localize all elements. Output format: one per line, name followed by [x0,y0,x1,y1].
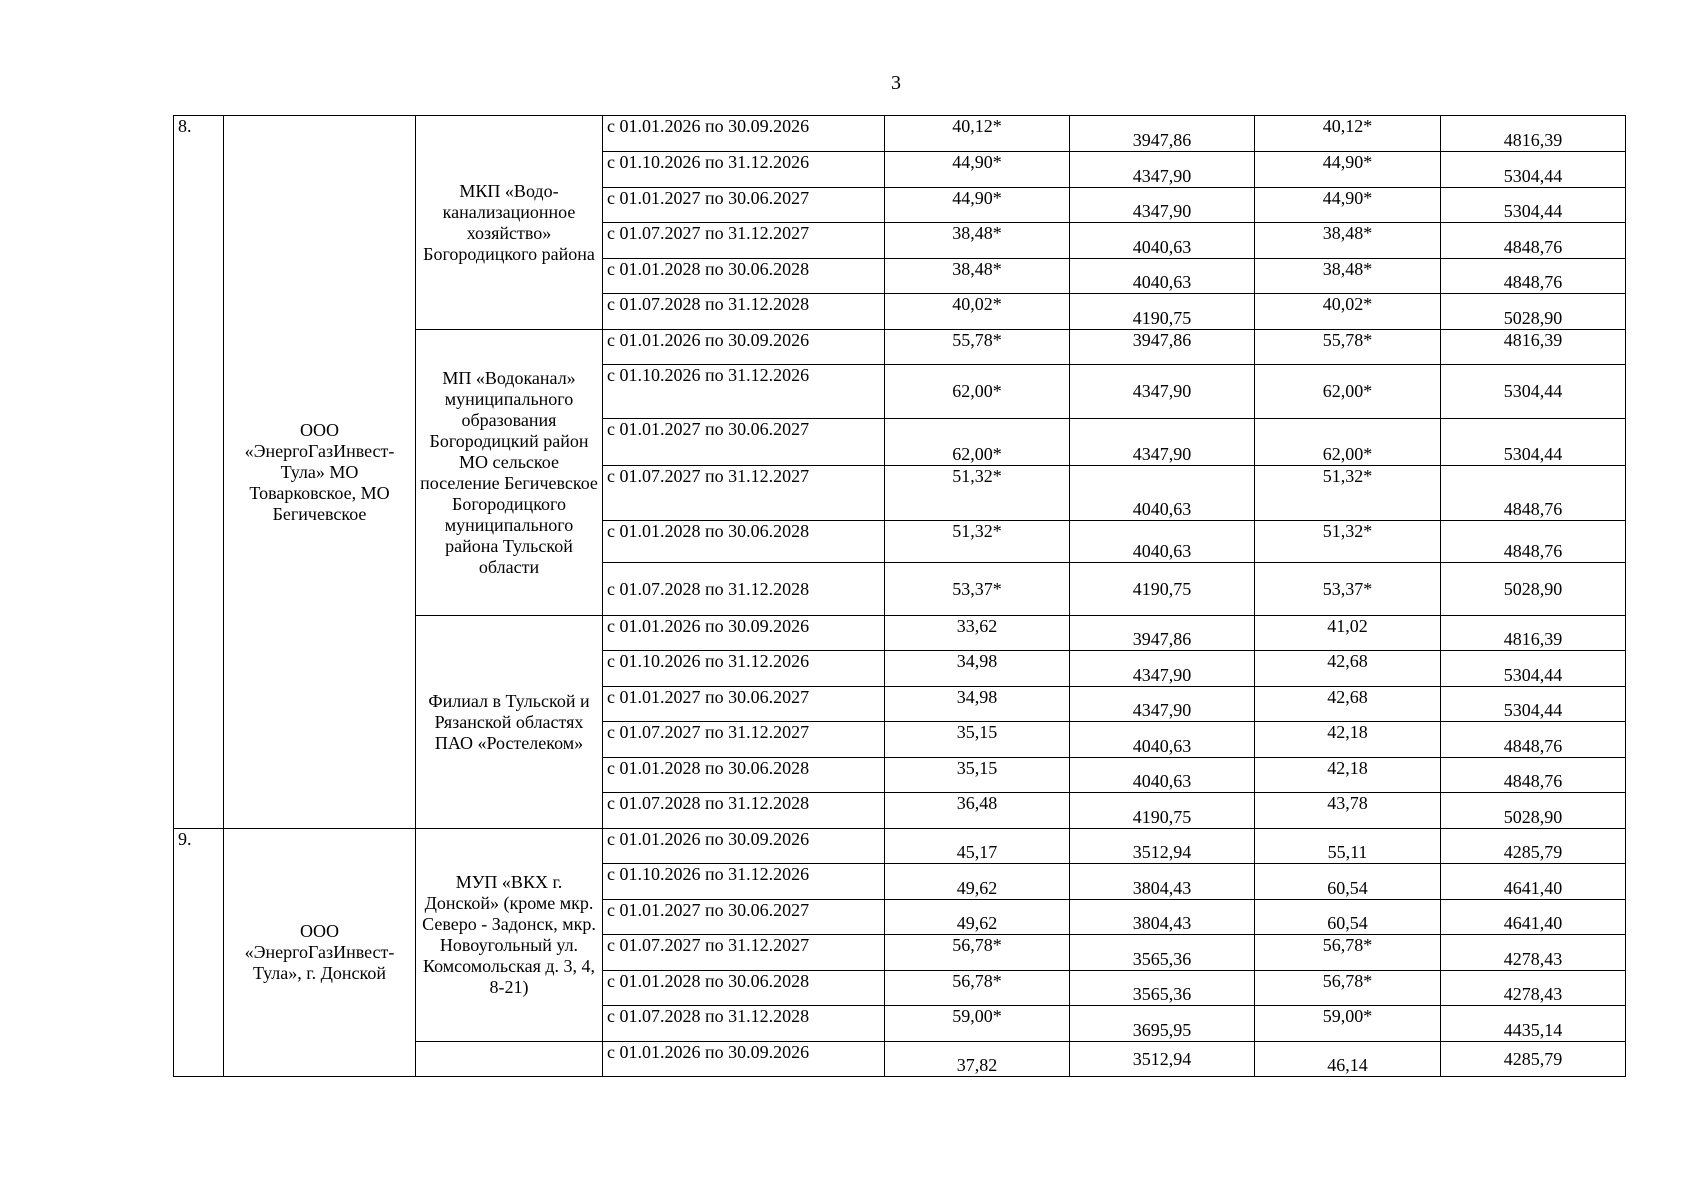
tariff-value-4: 4285,79 [1441,1042,1626,1077]
tariff-value-2: 4347,90 [1070,687,1255,722]
tariff-value-1: 62,00* [885,419,1070,466]
consumer-cell [416,1042,603,1077]
tariff-value-4: 4848,76 [1441,466,1626,521]
period-cell: с 01.01.2026 по 30.09.2026 [603,1042,885,1077]
tariff-value-3: 51,32* [1255,521,1441,563]
tariff-value-3: 62,00* [1255,419,1441,466]
tariff-value-4: 4641,40 [1441,900,1626,935]
tariff-value-3: 40,12* [1255,116,1441,152]
consumer-cell: МП «Водоканал» муниципального образования Богородицкий район МО сельское поселение Бегичевское Богородицкого муниципального района Тульской области [416,330,603,616]
period-cell: с 01.07.2028 по 31.12.2028 [603,1006,885,1042]
tariff-value-1: 56,78* [885,971,1070,1006]
tariff-value-3: 60,54 [1255,900,1441,935]
tariff-value-2: 4040,63 [1070,223,1255,259]
tariff-value-3: 43,78 [1255,793,1441,829]
period-cell: с 01.01.2027 по 30.06.2027 [603,419,885,466]
period-cell: с 01.01.2026 по 30.09.2026 [603,330,885,365]
period-cell: с 01.01.2027 по 30.06.2027 [603,900,885,935]
tariff-value-1: 59,00* [885,1006,1070,1042]
tariff-value-1: 49,62 [885,900,1070,935]
tariff-value-2: 4190,75 [1070,563,1255,616]
tariff-value-2: 4040,63 [1070,466,1255,521]
tariff-value-1: 44,90* [885,188,1070,223]
period-cell: с 01.10.2026 по 31.12.2026 [603,365,885,419]
tariff-value-1: 35,15 [885,758,1070,793]
tariff-value-3: 38,48* [1255,259,1441,294]
tariff-value-1: 35,15 [885,722,1070,758]
tariff-value-3: 56,78* [1255,935,1441,971]
page-number: 3 [891,72,901,94]
tariff-value-4: 5304,44 [1441,152,1626,188]
organization-cell: ООО «ЭнергоГазИнвест-Тула», г. Донской [224,829,416,1077]
tariff-value-4: 4816,39 [1441,330,1626,365]
tariff-value-2: 3512,94 [1070,829,1255,864]
table-row [174,116,1626,152]
item-number: 9. [174,829,224,1077]
table-row [174,829,1626,864]
tariff-value-3: 59,00* [1255,1006,1441,1042]
tariff-value-1: 40,12* [885,116,1070,152]
tariff-value-1: 34,98 [885,651,1070,687]
tariff-value-3: 62,00* [1255,365,1441,419]
consumer-cell: МКП «Водо-канализационное хозяйство» Богородицкого района [416,116,603,330]
tariff-value-3: 41,02 [1255,616,1441,651]
period-cell: с 01.07.2028 по 31.12.2028 [603,793,885,829]
tariff-value-1: 62,00* [885,365,1070,419]
tariff-value-2: 4040,63 [1070,259,1255,294]
period-cell: с 01.01.2028 по 30.06.2028 [603,758,885,793]
tariff-value-3: 60,54 [1255,864,1441,900]
tariff-value-1: 38,48* [885,259,1070,294]
tariff-value-1: 38,48* [885,223,1070,259]
period-cell: с 01.07.2027 по 31.12.2027 [603,722,885,758]
consumer-cell: МУП «ВКХ г. Донской» (кроме мкр. Северо - Задонск, мкр. Новоугольный ул. Комсомольская д. 3, 4, 8-21) [416,829,603,1042]
tariff-value-2: 3947,86 [1070,330,1255,365]
tariff-value-1: 55,78* [885,330,1070,365]
tariff-value-2: 4347,90 [1070,152,1255,188]
tariff-value-1: 44,90* [885,152,1070,188]
tariff-value-4: 5028,90 [1441,793,1626,829]
consumer-cell: Филиал в Тульской и Рязанской областях ПАО «Ростелеком» [416,616,603,829]
tariff-value-2: 4040,63 [1070,758,1255,793]
tariff-value-3: 42,18 [1255,758,1441,793]
tariff-value-3: 44,90* [1255,188,1441,223]
period-cell: с 01.01.2028 по 30.06.2028 [603,971,885,1006]
period-cell: с 01.01.2027 по 30.06.2027 [603,687,885,722]
tariff-value-4: 4641,40 [1441,864,1626,900]
tariff-value-1: 51,32* [885,521,1070,563]
tariff-value-2: 4347,90 [1070,419,1255,466]
tariff-value-4: 5304,44 [1441,419,1626,466]
tariff-value-4: 4816,39 [1441,116,1626,152]
tariff-value-4: 4435,14 [1441,1006,1626,1042]
tariff-value-4: 4848,76 [1441,259,1626,294]
period-cell: с 01.07.2027 по 31.12.2027 [603,466,885,521]
tariff-value-2: 4347,90 [1070,365,1255,419]
period-cell: с 01.10.2026 по 31.12.2026 [603,152,885,188]
tariff-value-4: 4848,76 [1441,758,1626,793]
period-cell: с 01.07.2027 по 31.12.2027 [603,935,885,971]
tariff-table [173,115,1626,1077]
tariff-value-1: 56,78* [885,935,1070,971]
tariff-value-1: 34,98 [885,687,1070,722]
period-cell: с 01.01.2026 по 30.09.2026 [603,829,885,864]
tariff-value-3: 42,68 [1255,687,1441,722]
period-cell: с 01.07.2027 по 31.12.2027 [603,223,885,259]
tariff-value-3: 55,11 [1255,829,1441,864]
tariff-value-2: 4347,90 [1070,651,1255,687]
tariff-value-2: 4347,90 [1070,188,1255,223]
tariff-value-1: 53,37* [885,563,1070,616]
tariff-value-3: 46,14 [1255,1042,1441,1077]
tariff-value-1: 36,48 [885,793,1070,829]
tariff-value-2: 3565,36 [1070,971,1255,1006]
period-cell: с 01.01.2027 по 30.06.2027 [603,188,885,223]
tariff-value-4: 4848,76 [1441,722,1626,758]
tariff-value-1: 49,62 [885,864,1070,900]
tariff-value-1: 37,82 [885,1042,1070,1077]
tariff-value-2: 4040,63 [1070,521,1255,563]
tariff-value-4: 5028,90 [1441,294,1626,330]
tariff-value-2: 3804,43 [1070,864,1255,900]
period-cell: с 01.01.2026 по 30.09.2026 [603,616,885,651]
tariff-value-4: 5304,44 [1441,188,1626,223]
tariff-value-4: 5304,44 [1441,365,1626,419]
period-cell: с 01.01.2026 по 30.09.2026 [603,116,885,152]
tariff-value-3: 56,78* [1255,971,1441,1006]
tariff-value-3: 51,32* [1255,466,1441,521]
tariff-value-2: 4040,63 [1070,722,1255,758]
tariff-value-4: 4848,76 [1441,223,1626,259]
tariff-value-2: 3512,94 [1070,1042,1255,1077]
tariff-value-4: 4816,39 [1441,616,1626,651]
period-cell: с 01.07.2028 по 31.12.2028 [603,563,885,616]
tariff-value-4: 5028,90 [1441,563,1626,616]
organization-cell: ООО «ЭнергоГазИнвест-Тула» МО Товарковское, МО Бегичевское [224,116,416,829]
tariff-value-3: 42,18 [1255,722,1441,758]
tariff-value-2: 3804,43 [1070,900,1255,935]
tariff-value-3: 42,68 [1255,651,1441,687]
tariff-value-2: 3565,36 [1070,935,1255,971]
tariff-value-1: 40,02* [885,294,1070,330]
tariff-value-4: 5304,44 [1441,687,1626,722]
tariff-value-1: 45,17 [885,829,1070,864]
tariff-value-3: 55,78* [1255,330,1441,365]
tariff-value-4: 5304,44 [1441,651,1626,687]
tariff-value-1: 51,32* [885,466,1070,521]
tariff-value-4: 4285,79 [1441,829,1626,864]
tariff-value-3: 38,48* [1255,223,1441,259]
period-cell: с 01.01.2028 по 30.06.2028 [603,521,885,563]
tariff-value-4: 4278,43 [1441,971,1626,1006]
tariff-value-4: 4848,76 [1441,521,1626,563]
period-cell: с 01.10.2026 по 31.12.2026 [603,864,885,900]
tariff-value-2: 3947,86 [1070,116,1255,152]
period-cell: с 01.07.2028 по 31.12.2028 [603,294,885,330]
tariff-value-3: 53,37* [1255,563,1441,616]
tariff-value-2: 4190,75 [1070,793,1255,829]
tariff-value-1: 33,62 [885,616,1070,651]
tariff-value-2: 3947,86 [1070,616,1255,651]
item-number: 8. [174,116,224,829]
period-cell: с 01.01.2028 по 30.06.2028 [603,259,885,294]
period-cell: с 01.10.2026 по 31.12.2026 [603,651,885,687]
tariff-value-3: 44,90* [1255,152,1441,188]
tariff-value-2: 4190,75 [1070,294,1255,330]
tariff-value-2: 3695,95 [1070,1006,1255,1042]
tariff-value-4: 4278,43 [1441,935,1626,971]
tariff-value-3: 40,02* [1255,294,1441,330]
